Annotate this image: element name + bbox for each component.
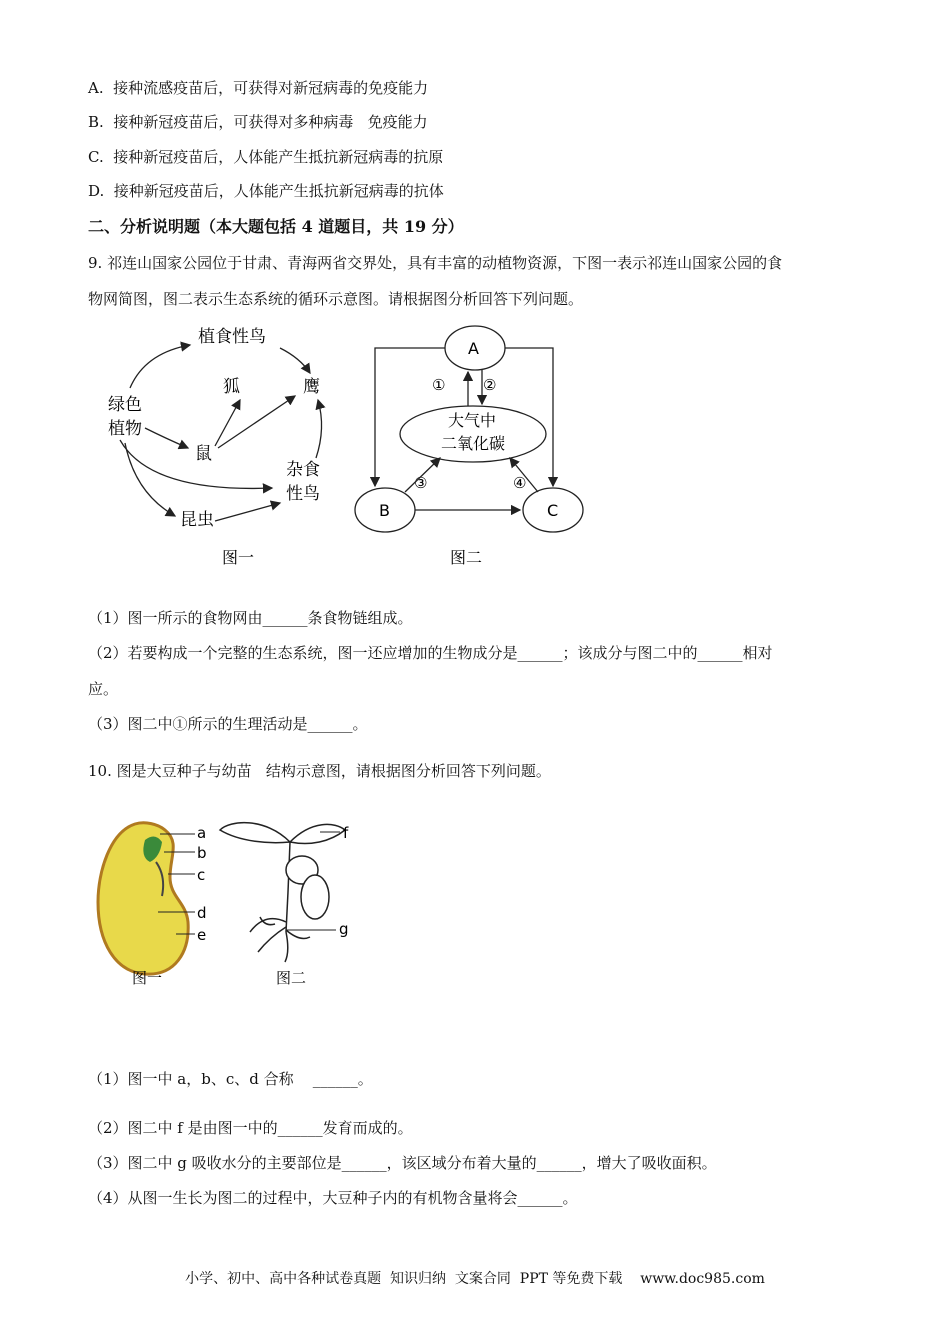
node-herbivorous-bird: 植食性鸟 bbox=[198, 327, 266, 347]
food-web-figure bbox=[90, 318, 350, 578]
seed-label-d: d bbox=[197, 904, 207, 922]
seedling-label-f: f bbox=[343, 824, 349, 842]
q10-part3: （3）图二中 g 吸收水分的主要部位是______，该区域分布着大量的______，增大了吸收面积。 bbox=[88, 1154, 717, 1172]
q10-part4: （4）从图一生长为图二的过程中，大豆种子内的有机物含量将会______。 bbox=[88, 1189, 578, 1207]
q9-stem-line2: 物网简图，图二表示生态系统的循环示意图。请根据图分析回答下列问题。 bbox=[88, 290, 584, 308]
seed-label-a: a bbox=[197, 824, 207, 842]
node-b-label: B bbox=[379, 501, 390, 520]
seedling-caption: 图二 bbox=[276, 969, 307, 987]
q10-stem: 10. 图是大豆种子与幼苗 结构示意图，请根据图分析回答下列问题。 bbox=[88, 762, 551, 780]
q9-part3: （3）图二中①所示的生理活动是______。 bbox=[88, 715, 368, 733]
option-b: B. 接种新冠疫苗后，可获得对多种病毒 免疫能力 bbox=[88, 113, 428, 131]
node-green-plants-1: 绿色 bbox=[108, 395, 142, 415]
seedling-label-g: g bbox=[339, 920, 349, 938]
q9-stem-line1: 9. 祁连山国家公园位于甘肃、青海两省交界处，具有丰富的动植物资源，下图一表示祁连山国家公园的食 bbox=[88, 254, 783, 272]
marker-2: ② bbox=[483, 376, 497, 394]
q9-part2-line1: （2）若要构成一个完整的生态系统，图一还应增加的生物成分是______；该成分与图二中的______相对 bbox=[88, 644, 773, 662]
page-footer: 小学、初中、高中各种试卷真题 知识归纳 文案合同 PPT 等免费下载 www.doc985.com bbox=[185, 1271, 765, 1287]
node-green-plants-2: 植物 bbox=[108, 419, 142, 439]
marker-3: ③ bbox=[414, 474, 428, 492]
q10-part2: （2）图二中 f 是由图一中的______发育而成的。 bbox=[88, 1119, 413, 1137]
node-omnivorous-bird-1: 杂食 bbox=[286, 460, 320, 480]
q10-part1: （1）图一中 a，b、c、d 合称 ______。 bbox=[88, 1070, 373, 1088]
figure1-caption: 图一 bbox=[222, 548, 255, 567]
seed-label-e: e bbox=[197, 926, 207, 944]
seed-body bbox=[98, 823, 188, 974]
node-mouse: 鼠 bbox=[195, 444, 212, 464]
node-eagle: 鹰 bbox=[303, 377, 320, 397]
soybean-figure bbox=[90, 812, 370, 992]
node-fox: 狐 bbox=[223, 377, 240, 397]
node-a-label: A bbox=[468, 339, 479, 358]
seed-label-b: b bbox=[197, 844, 207, 862]
seedling-drawing bbox=[220, 823, 345, 962]
marker-4: ④ bbox=[513, 474, 527, 492]
option-c: C. 接种新冠疫苗后，人体能产生抵抗新冠病毒的抗原 bbox=[88, 148, 444, 166]
atmosphere-co2-label-1: 大气中 bbox=[448, 411, 497, 430]
seed-caption: 图一 bbox=[132, 969, 163, 987]
atmosphere-co2-label-2: 二氧化碳 bbox=[441, 434, 506, 453]
seed-label-c: c bbox=[197, 866, 206, 884]
node-omnivorous-bird-2: 性鸟 bbox=[286, 484, 320, 504]
section-2-title: 二、分析说明题（本大题包括 4 道题目，共 19 分） bbox=[88, 217, 464, 236]
figure2-caption: 图二 bbox=[450, 548, 483, 567]
option-a: A. 接种流感疫苗后，可获得对新冠病毒的免疫能力 bbox=[88, 79, 429, 97]
option-d: D. 接种新冠疫苗后，人体能产生抵抗新冠病毒的抗体 bbox=[88, 182, 444, 200]
q9-part1: （1）图一所示的食物网由______条食物链组成。 bbox=[88, 609, 413, 627]
node-insect: 昆虫 bbox=[180, 510, 214, 530]
marker-1: ① bbox=[432, 376, 446, 394]
carbon-cycle-figure bbox=[350, 318, 590, 578]
node-c-label: C bbox=[547, 501, 559, 520]
q9-part2-line2: 应。 bbox=[88, 680, 119, 698]
